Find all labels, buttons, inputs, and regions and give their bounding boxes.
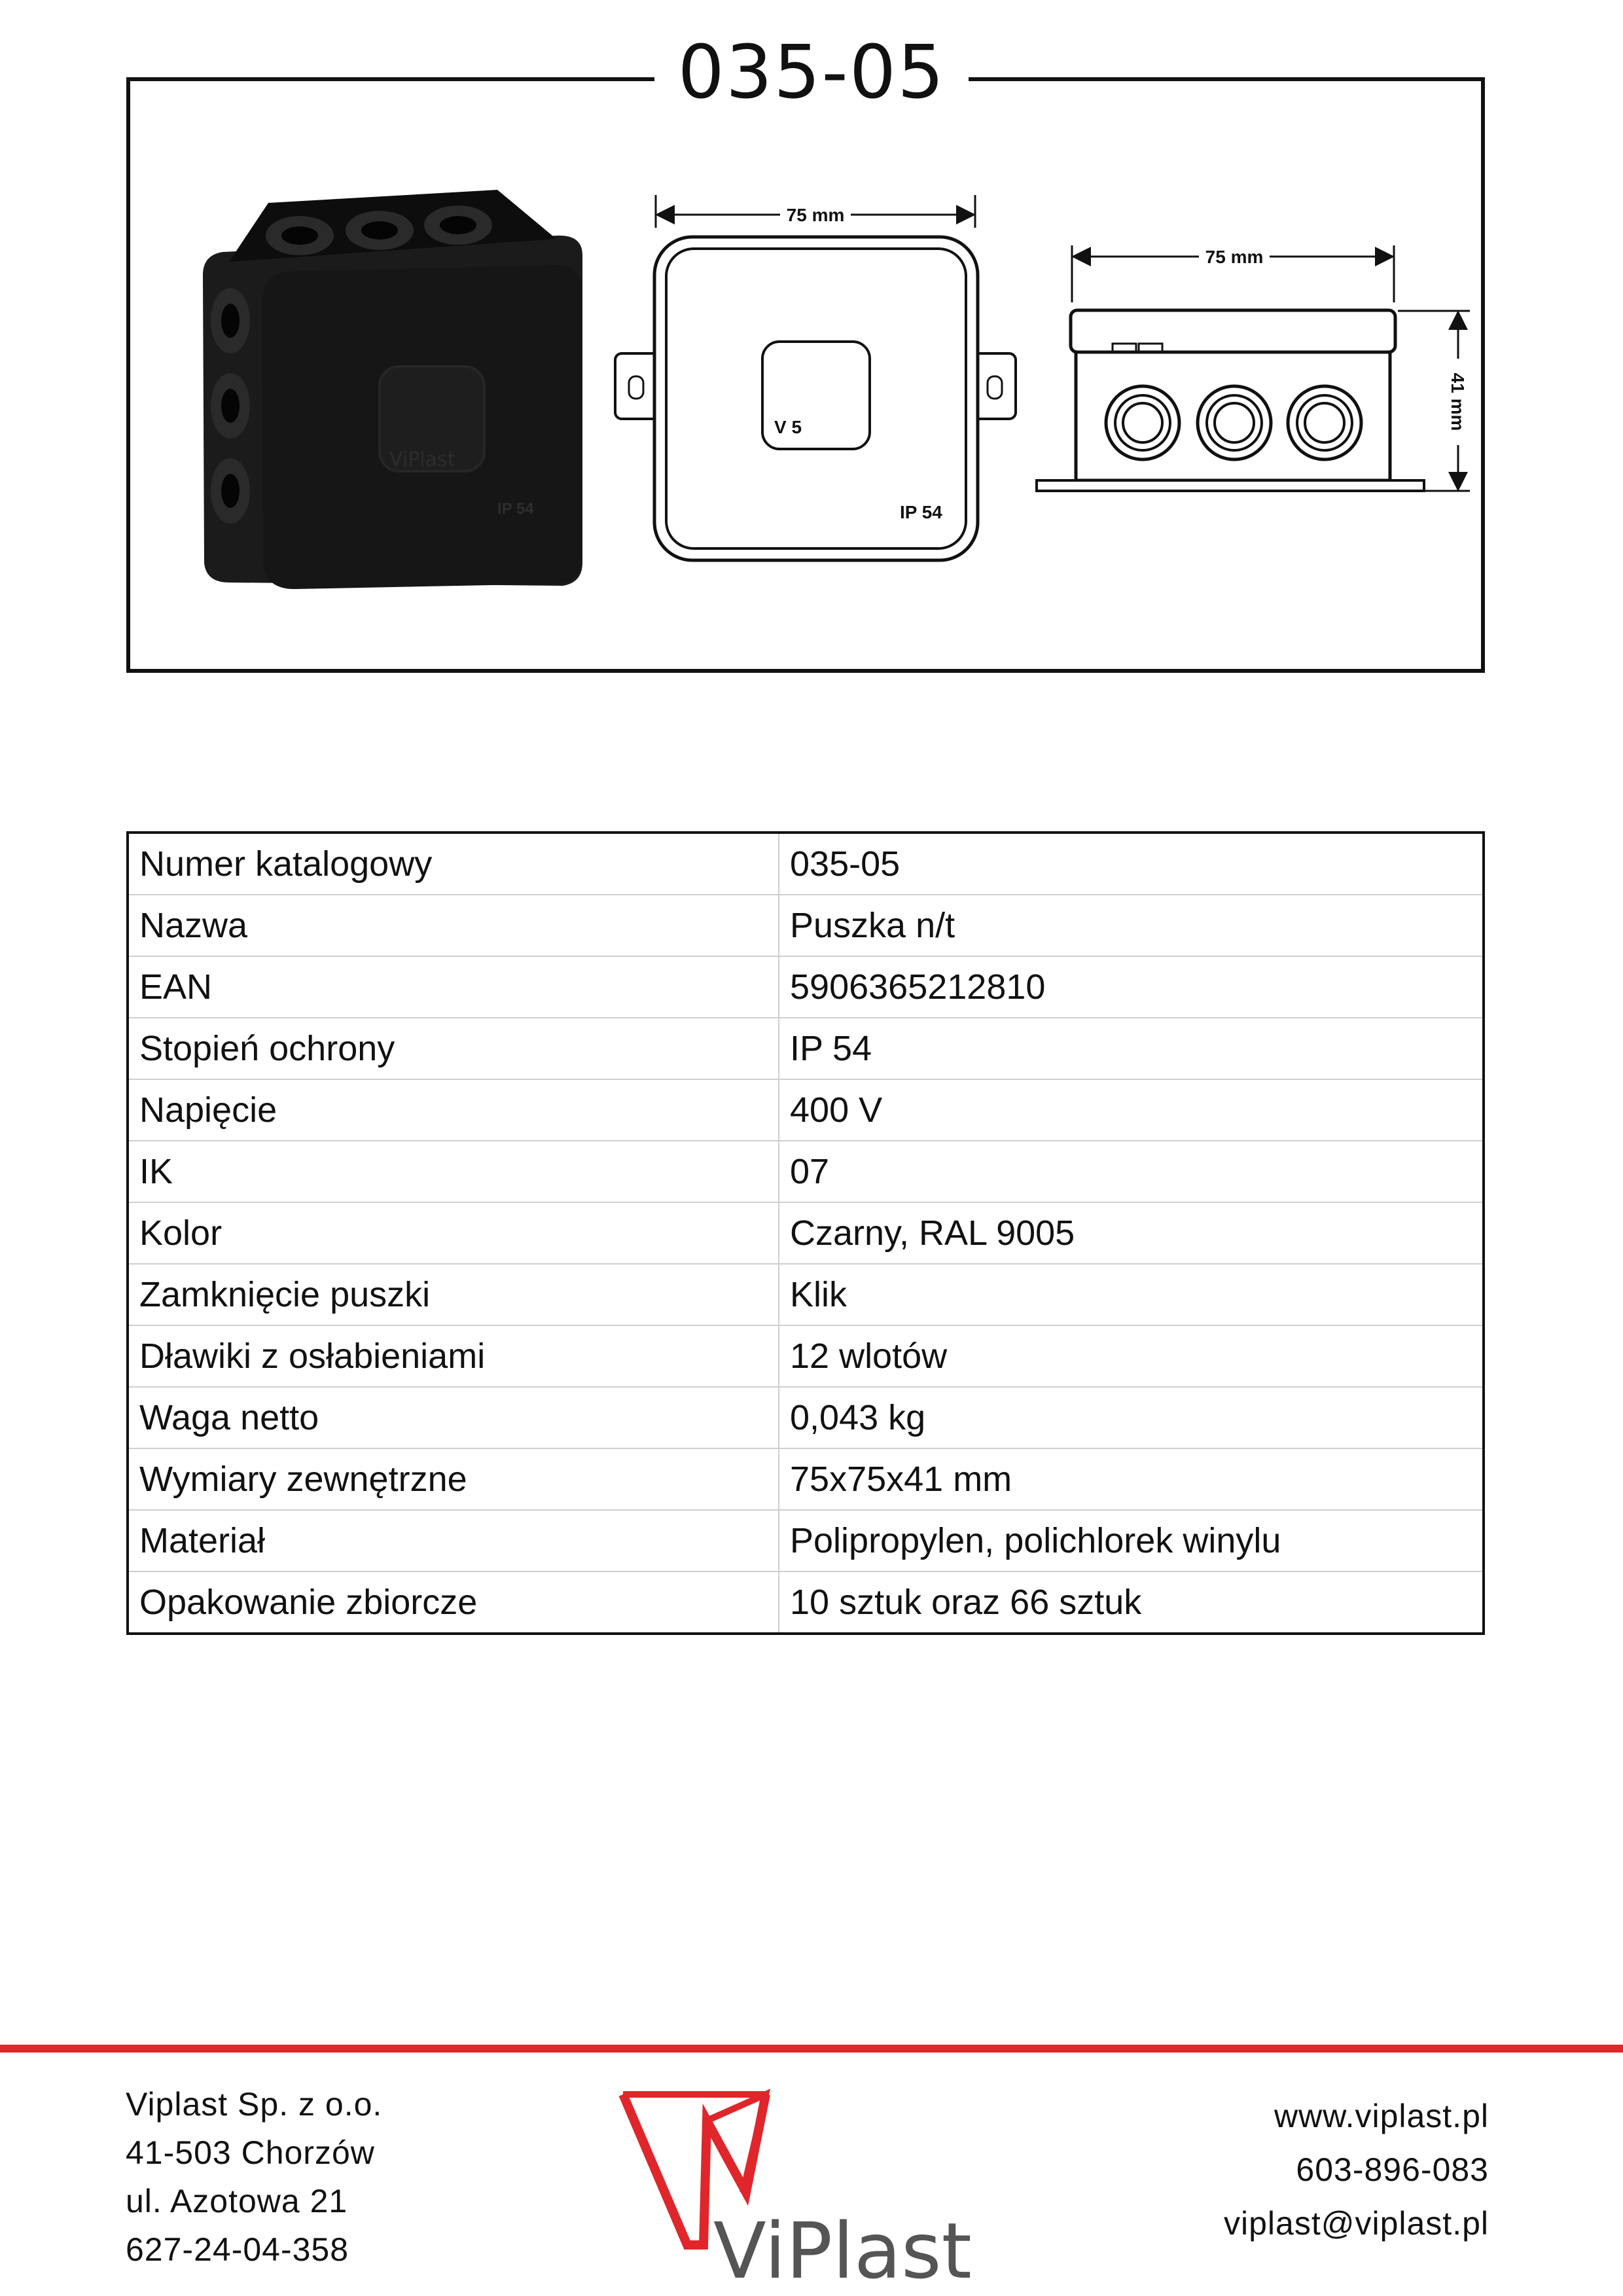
spec-label: Materiał xyxy=(128,1510,779,1571)
spec-value: 400 V xyxy=(779,1079,1484,1141)
spec-label: EAN xyxy=(128,956,779,1018)
spec-label: Nazwa xyxy=(128,895,779,956)
spec-value: 12 wlotów xyxy=(779,1325,1484,1387)
logo-text: ViPlast xyxy=(713,2206,972,2291)
spec-value: Puszka n/t xyxy=(779,895,1484,956)
table-row xyxy=(128,1448,1484,1510)
table-row xyxy=(128,1264,1484,1325)
spec-label: Dławiki z osłabieniami xyxy=(128,1325,779,1387)
spec-label: Napięcie xyxy=(128,1079,779,1141)
table-row xyxy=(128,1325,1484,1387)
spec-label: Opakowanie zbiorcze xyxy=(128,1571,779,1634)
spec-value: 0,043 kg xyxy=(779,1387,1484,1448)
table-row xyxy=(128,1571,1484,1634)
spec-label: Zamknięcie puszki xyxy=(128,1264,779,1325)
table-row xyxy=(128,1018,1484,1079)
spec-label: Stopień ochrony xyxy=(128,1018,779,1079)
email-link[interactable]: viplast@viplast.pl xyxy=(1223,2205,1489,2242)
table-row xyxy=(128,1510,1484,1571)
table-row xyxy=(128,1202,1484,1264)
spec-value: 75x75x41 mm xyxy=(779,1448,1484,1510)
table-row xyxy=(128,956,1484,1018)
company-contact xyxy=(1224,2089,1489,2250)
spec-value: 035-05 xyxy=(779,833,1484,895)
spec-value: 5906365212810 xyxy=(779,956,1484,1018)
side-width-label: 75 mm xyxy=(1205,247,1264,267)
spec-label: IK xyxy=(128,1141,779,1202)
table-row xyxy=(128,1387,1484,1448)
spec-value: 10 sztuk oraz 66 sztuk xyxy=(790,1583,1142,1622)
company-address xyxy=(126,2080,382,2274)
side-height-label: 41 mm xyxy=(1448,372,1468,431)
technical-drawing xyxy=(0,0,1623,720)
spec-value: 07 xyxy=(779,1141,1484,1202)
website-link[interactable]: www.viplast.pl xyxy=(1274,2098,1489,2134)
address-line: 627-24-04-358 xyxy=(126,2231,349,2268)
photo-brand-text: ViPlast xyxy=(389,448,455,471)
footer-divider xyxy=(0,2045,1623,2053)
spec-label: Kolor xyxy=(128,1202,779,1264)
table-row xyxy=(128,895,1484,956)
top-ip-label: IP 54 xyxy=(900,502,942,522)
spec-table xyxy=(126,831,1485,1635)
page-title: 035-05 xyxy=(654,24,969,122)
spec-value: Czarny, RAL 9005 xyxy=(779,1202,1484,1264)
phone-number[interactable]: 603-896-083 xyxy=(1296,2151,1489,2188)
address-line: 41-503 Chorzów xyxy=(126,2134,375,2171)
spec-label: Wymiary zewnętrzne xyxy=(128,1448,779,1510)
address-line: Viplast Sp. z o.o. xyxy=(126,2086,383,2123)
top-view xyxy=(615,195,1016,560)
photo-ip-text: IP 54 xyxy=(497,500,534,518)
table-row xyxy=(128,1141,1484,1202)
table-row xyxy=(128,1079,1484,1141)
spec-value: Klik xyxy=(779,1264,1484,1325)
spec-label: Numer katalogowy xyxy=(128,833,779,895)
side-view xyxy=(1037,245,1470,491)
spec-value: IP 54 xyxy=(779,1018,1484,1079)
table-row xyxy=(128,833,1484,895)
address-line: ul. Azotowa 21 xyxy=(126,2183,348,2219)
top-brand-label: V 5 xyxy=(774,417,802,437)
spec-value: Polipropylen, polichlorek winylu xyxy=(779,1510,1484,1571)
top-width-label: 75 mm xyxy=(786,205,845,225)
spec-label: Waga netto xyxy=(128,1387,779,1448)
viplast-logo xyxy=(609,2081,1001,2291)
